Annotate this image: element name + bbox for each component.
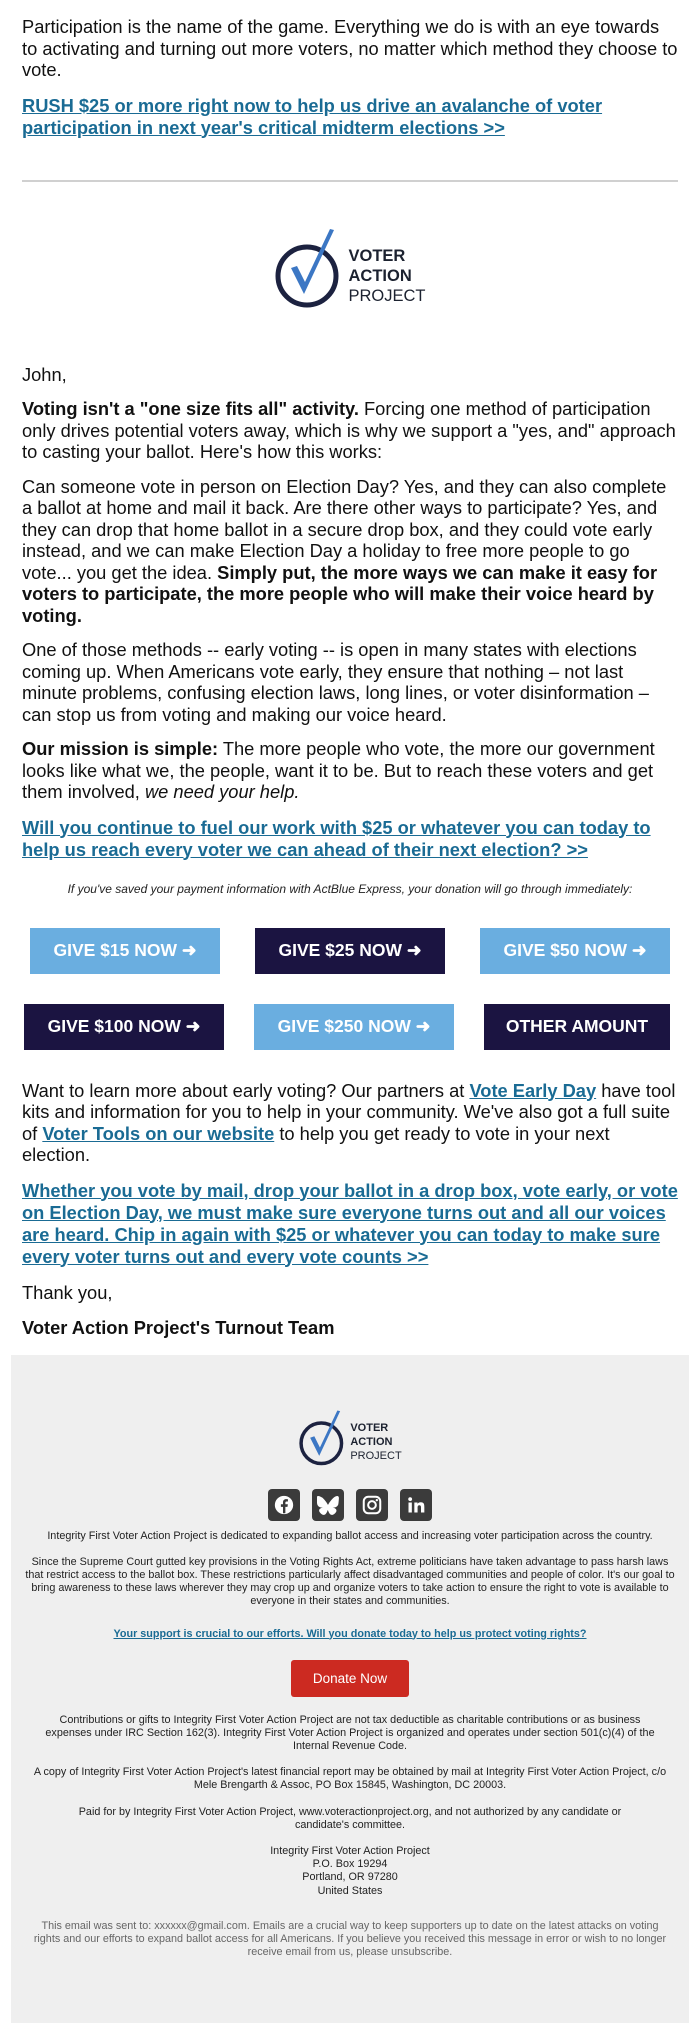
p4-bold: Our mission is simple: bbox=[22, 738, 219, 759]
voter-action-project-logo bbox=[0, 222, 700, 312]
actblue-disclaimer: If you've saved your payment information with ActBlue Express, your donation will go through immediately: bbox=[67, 881, 633, 896]
footer-checkmark-logo-icon bbox=[298, 1407, 346, 1467]
p4-text: The more people who vote, the more our government looks like what we, the people, want it to be. But to reach these voters and get them involved, bbox=[22, 738, 655, 802]
logo-line-action: ACTION bbox=[348, 266, 412, 285]
footer-logo bbox=[11, 1407, 689, 1467]
donate-now-button[interactable]: Donate Now bbox=[291, 1660, 409, 1697]
paragraph-five bbox=[22, 1080, 678, 1166]
give-250-button[interactable]: GIVE $250 NOW ➜ bbox=[254, 1004, 454, 1050]
logo-line-voter: VOTER bbox=[348, 246, 406, 265]
p1-text: Forcing one method of participation only drives potential voters away, which is why we support a "yes, and" approach to casting your ballot. Here's how this works: bbox=[22, 398, 676, 462]
fuel-our-work-link[interactable]: Will you continue to fuel our work with $25 or whatever you can today to help us reach every voter we can ahead of their next election? >> bbox=[22, 816, 651, 860]
p1-bold: Voting isn't a "one size fits all" activity. bbox=[22, 398, 359, 419]
footer-mission: Integrity First Voter Action Project is dedicated to expanding ballot access and increasing voter participation across the country. bbox=[47, 1529, 653, 1542]
bluesky-icon[interactable] bbox=[312, 1489, 344, 1521]
intro-section bbox=[0, 0, 700, 139]
footer-logo-line-voter: VOTER bbox=[350, 1421, 389, 1434]
signature: Voter Action Project's Turnout Team bbox=[22, 1317, 335, 1338]
letter-closing bbox=[0, 1080, 700, 1339]
footer-paid-for: Paid for by Integrity First Voter Action Project, www.voteractionproject.org, and not authorized by any candidate or candidate's committee. bbox=[78, 1805, 622, 1831]
vote-early-day-link[interactable]: Vote Early Day bbox=[469, 1079, 597, 1101]
paragraph-one bbox=[22, 398, 678, 463]
logo-line-project: PROJECT bbox=[348, 286, 426, 305]
social-links bbox=[11, 1489, 689, 1521]
give-25-button[interactable]: GIVE $25 NOW ➜ bbox=[255, 928, 445, 974]
give-15-button[interactable]: GIVE $15 NOW ➜ bbox=[30, 928, 220, 974]
chip-in-again-link[interactable]: Whether you vote by mail, drop your ballot in a drop box, vote early, or vote on Election Day, we must make sure everyone turns out and all our voices are heard. Chip in again with $25 or whatever you can today to make sure every voter turns out and every vote counts >> bbox=[22, 1179, 678, 1267]
facebook-icon[interactable] bbox=[268, 1489, 300, 1521]
footer-address bbox=[11, 1845, 689, 1898]
footer-logo-line-project: PROJECT bbox=[350, 1449, 402, 1462]
address-line: P.O. Box 19294 bbox=[312, 1858, 388, 1871]
p5-text-a: Want to learn more about early voting? Our partners at bbox=[22, 1079, 470, 1101]
linkedin-icon[interactable] bbox=[400, 1489, 432, 1521]
footer bbox=[11, 1355, 689, 2023]
other-amount-button[interactable]: OTHER AMOUNT bbox=[484, 1004, 670, 1050]
footer-logo-line-action: ACTION bbox=[350, 1435, 393, 1448]
p5-text-c: to help you get ready to vote in your next election. bbox=[22, 1122, 610, 1165]
p2-text: Can someone vote in person on Election Day? Yes, and they can also complete a ballot at home and mail it back. Are there other ways to participate? Yes, and they can drop that home ballot in a secure drop box, and they could vote early instead, and we can make Election Day a holiday to free more people to go vote... you get the idea. bbox=[22, 475, 667, 583]
give-50-button[interactable]: GIVE $50 NOW ➜ bbox=[480, 928, 670, 974]
paragraph-three: One of those methods -- early voting -- is open in many states with elections coming up. When Americans vote early, they ensure that nothing – not last minute problems, confusing election laws, long lines, or voter disinformation – can stop us from voting and making our voice heard. bbox=[22, 639, 649, 725]
thank-you: Thank you, bbox=[22, 1281, 113, 1303]
address-line: Integrity First Voter Action Project bbox=[270, 1844, 430, 1857]
address-line: Portland, OR 97280 bbox=[302, 1871, 398, 1884]
greeting: John, bbox=[22, 363, 67, 385]
donate-buttons-row-2 bbox=[0, 1004, 700, 1050]
checkmark-logo-icon bbox=[274, 224, 342, 310]
footer-financial-report: A copy of Integrity First Voter Action Project's latest financial report may be obtained by mail at Integrity First Voter Action Project, c/o Mele Brengarth & Assoc, PO Box 15845, Washington, DC 20003. bbox=[33, 1766, 667, 1792]
p2-bold: Simply put, the more ways we can make it easy for voters to participate, the more people who will make their voice heard by voting. bbox=[22, 561, 658, 626]
footer-unsubscribe-notice: This email was sent to: xxxxxx@gmail.com. Emails are a crucial way to keep supporters up to date on the latest attacks on voting rights and our efforts to expand ballot access for all Americans. If you believe you received this message in error or wish to no longer receive email from us, please unsubscribe. bbox=[33, 1919, 667, 1959]
divider bbox=[22, 180, 678, 182]
paragraph-two bbox=[22, 476, 678, 627]
voter-tools-link[interactable]: Voter Tools on our website bbox=[42, 1122, 275, 1144]
rush-donate-link[interactable]: RUSH $25 or more right now to help us drive an avalanche of voter participation in next year's critical midterm elections >> bbox=[22, 94, 603, 138]
footer-supreme-court: Since the Supreme Court gutted key provisions in the Voting Rights Act, extreme politicians have taken advantage to pass harsh laws that restrict access to the ballot box. These restrictions particularly affect disadvantaged communities and people of color. It's our goal to bring awareness to these laws wherever they may crop up and organize voters to take action to ensure the right to vote is available to everyone in their states and communities. bbox=[25, 1555, 675, 1608]
donate-buttons-row-1 bbox=[0, 928, 700, 974]
p5-text-b: have tool kits and information for you to help in your community. We've also got a full suite of bbox=[22, 1079, 676, 1144]
letter-body bbox=[0, 364, 700, 896]
footer-support-link[interactable]: Your support is crucial to our efforts. Will you donate today to help us protect voting rights? bbox=[113, 1627, 587, 1640]
p4-italic: we need your help. bbox=[139, 781, 300, 802]
footer-donate bbox=[11, 1660, 689, 1697]
footer-contributions: Contributions or gifts to Integrity First Voter Action Project are not tax deductible as charitable contributions or as business expenses under IRC Section 162(3). Integrity First Voter Action Project is organized and operates under section 501(c)(4) of the Internal Revenue Code. bbox=[45, 1713, 655, 1752]
intro-paragraph: Participation is the name of the game. Everything we do is with an eye towards to activating and turning out more voters, no matter which method they choose to vote. bbox=[22, 16, 678, 80]
instagram-icon[interactable] bbox=[356, 1489, 388, 1521]
give-100-button[interactable]: GIVE $100 NOW ➜ bbox=[24, 1004, 224, 1050]
address-line: United States bbox=[317, 1884, 383, 1897]
paragraph-four bbox=[22, 738, 678, 803]
